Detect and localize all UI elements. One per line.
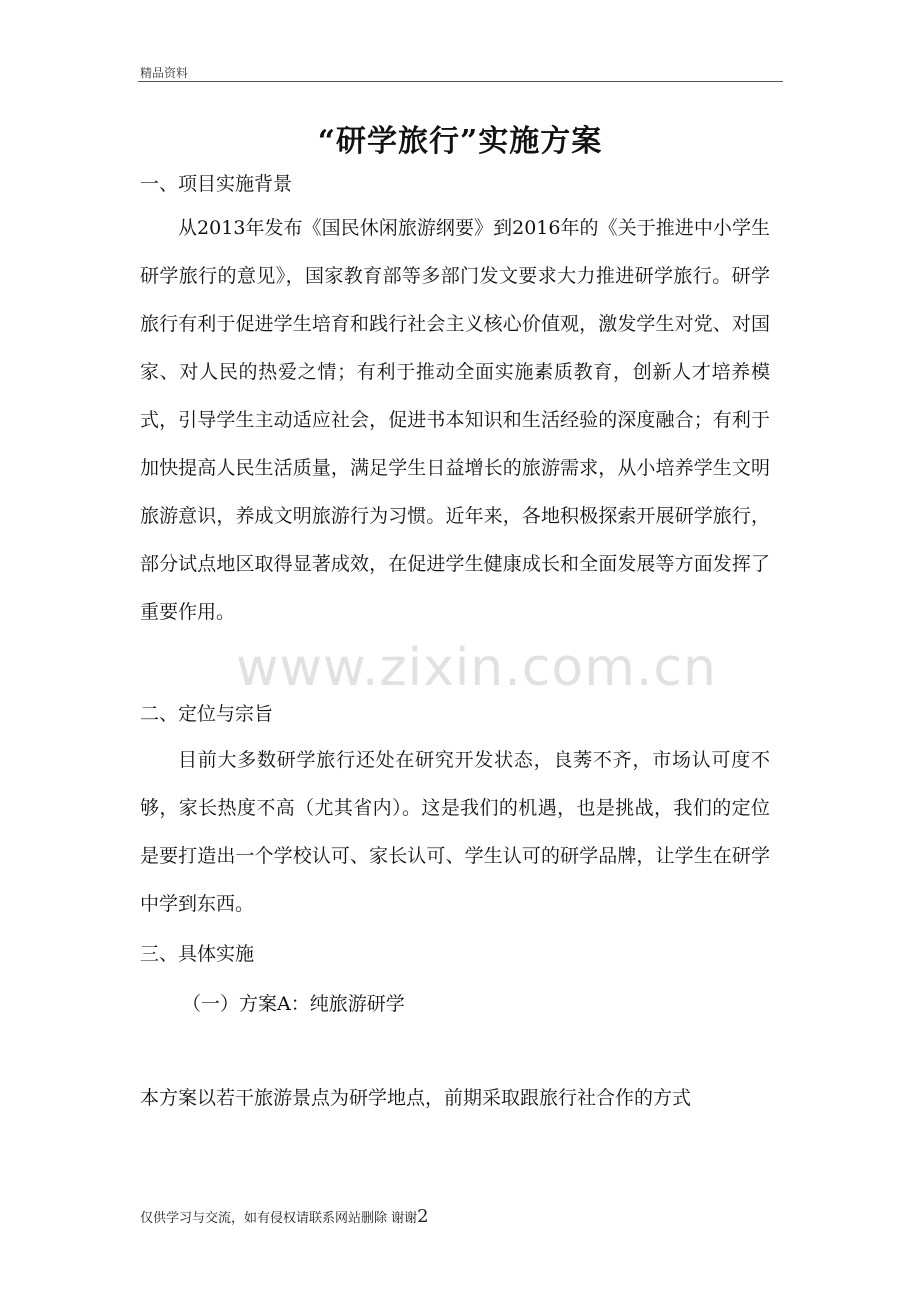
header-divider bbox=[138, 81, 783, 82]
paragraph-background: 从2013年发布《国民休闲旅游纲要》到2016年的《关于推进中小学生研学旅行的意见》，国家教育部等多部门发文要求大力推进研学旅行。研学旅行有利于促进学生培育和践行社会主义核心价值观，激发学生对党、对国家、对人民的热爱之情；有利于推动全面实施素质教育，创新人才培养模式，引导学生主动适应社会，促进书本知识和生活经验的深度融合；有利于加快提高人民生活质量，满足学生日益增长的旅游需求，从小培养学生文明旅游意识，养成文明旅游行为习惯。近年来，各地积极探索开展研学旅行，部分试点地区取得显著成效，在促进学生健康成长和全面发展等方面发挥了重要作用。 bbox=[140, 217, 770, 623]
footer-text: 仅供学习与交流，如有侵权请联系网站删除 谢谢 bbox=[140, 1211, 418, 1226]
paragraph-plan-a: 本方案以若干旅游景点为研学地点，前期采取跟旅行社合作的方式 bbox=[140, 1087, 692, 1109]
section-heading-background: 一、项目实施背景 bbox=[140, 173, 293, 195]
document-title: “研学旅行”实施方案 bbox=[317, 124, 603, 159]
page-footer bbox=[140, 1206, 429, 1227]
section-heading-positioning: 二、定位与宗旨 bbox=[140, 703, 274, 725]
subheading-plan-a: （一）方案A：纯旅游研学 bbox=[182, 993, 405, 1015]
section-heading-implementation: 三、具体实施 bbox=[140, 943, 255, 965]
paragraph-positioning: 目前大多数研学旅行还处在研究开发状态，良莠不齐，市场认可度不够，家长热度不高（尤其省内）。这是我们的机遇，也是挑战，我们的定位是要打造出一个学校认可、家长认可、学生认可的研学品牌，让学生在研学中学到东西。 bbox=[140, 749, 770, 915]
watermark: www.zixin.com.cn bbox=[236, 638, 717, 698]
page-number: 2 bbox=[417, 1206, 429, 1227]
page-header-label: 精品资料 bbox=[140, 66, 189, 80]
